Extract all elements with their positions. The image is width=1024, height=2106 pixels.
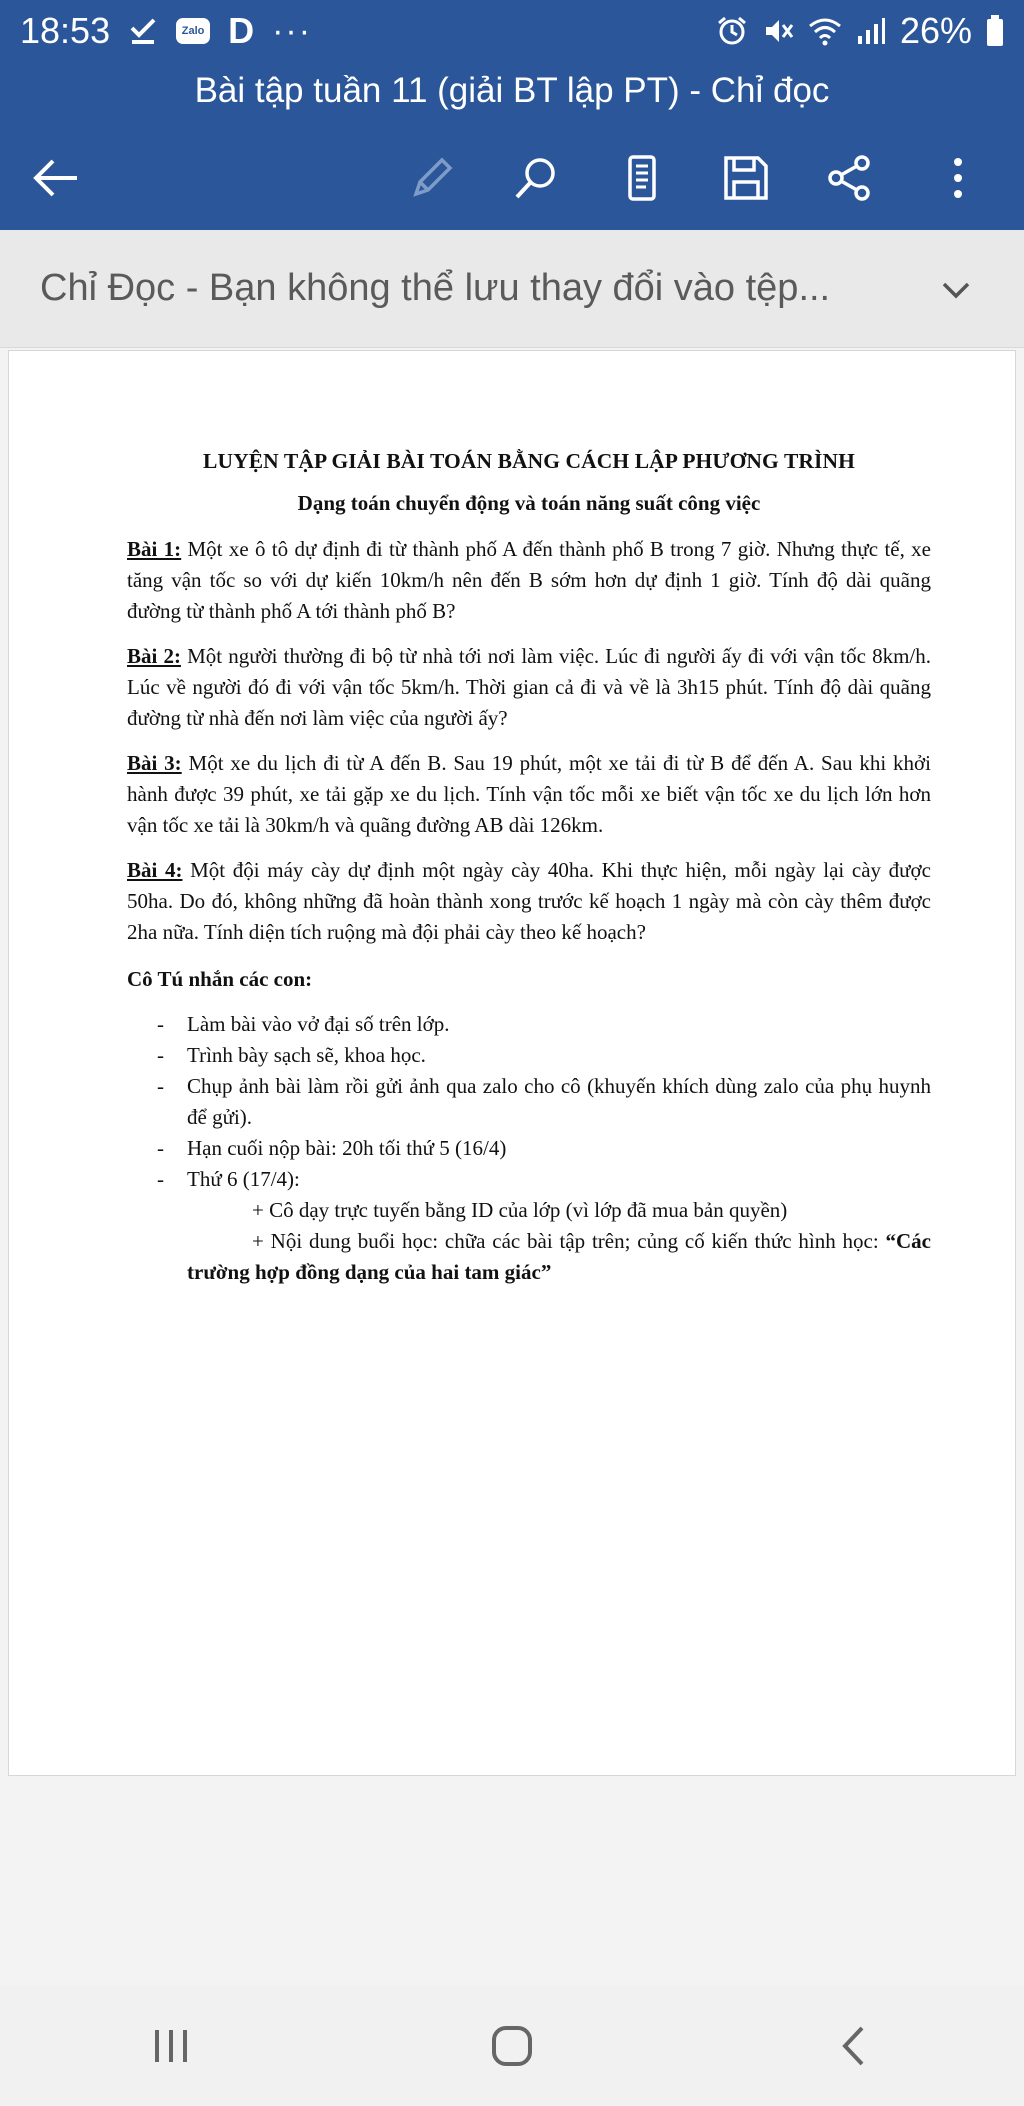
search-icon	[510, 152, 562, 204]
document-title: Bài tập tuần 11 (giải BT lập PT) - Chỉ đọc	[194, 71, 830, 110]
mute-icon	[762, 15, 794, 47]
share-icon	[824, 152, 876, 204]
problem-text: Một xe du lịch đi từ A đến B. Sau 19 phút, một xe tải đi từ B để đến A. Sau khi khởi hành được 39 phút, xe tải gặp xe du lịch. Tính vận tốc mỗi xe biết vận tốc xe du lịch lớn hơn vận tốc xe tải là 30km/h và quãng đường AB dài 126km.	[127, 751, 931, 837]
problem-text: Một người thường đi bộ từ nhà tới nơi làm việc. Lúc đi người ấy đi với vận tốc 8km/h. Lúc về người đó đi với vận tốc 5km/h. Thời gian cả đi và về là 3h15 phút. Tính độ dài quãng đường từ nhà đến nơi làm việc của người ấy?	[127, 644, 931, 730]
problem-3	[127, 748, 931, 841]
back-chevron-icon	[838, 2023, 868, 2069]
system-back-button[interactable]	[798, 2001, 908, 2091]
read-only-banner[interactable]	[0, 230, 1024, 348]
doc-heading: LUYỆN TẬP GIẢI BÀI TOÁN BẰNG CÁCH LẬP PHƯƠNG TRÌNH	[203, 449, 855, 473]
app-header	[0, 62, 1024, 230]
list-item: - Hạn cuối nộp bài: 20h tối thứ 5 (16/4)	[127, 1133, 931, 1164]
notes-title: Cô Tú nhắn các con:	[127, 967, 313, 991]
doc-subheading: Dạng toán chuyển động và toán năng suất công việc	[297, 491, 761, 515]
problem-label: Bài 3:	[127, 751, 182, 775]
alarm-icon	[716, 15, 748, 47]
system-nav-bar	[0, 1986, 1024, 2106]
share-button[interactable]	[812, 140, 888, 216]
battery-icon	[986, 15, 1004, 47]
sub-note-text: + Nội dung buổi học: chữa các bài tập trên; củng cố kiến thức hình học:	[252, 1229, 886, 1253]
back-button[interactable]	[18, 140, 94, 216]
problem-label: Bài 2:	[127, 644, 181, 668]
list-item: - Thứ 6 (17/4):	[127, 1164, 931, 1195]
sub-note-text: + Cô dạy trực tuyến bằng ID của lớp (vì lớp đã mua bản quyền)	[252, 1198, 788, 1222]
list-item: - Chụp ảnh bài làm rồi gửi ảnh qua zalo cho cô (khuyến khích dùng zalo của phụ huynh để gửi).	[127, 1071, 931, 1133]
sub-note-1	[127, 1195, 931, 1226]
problem-label: Bài 1:	[127, 537, 182, 561]
save-icon	[720, 152, 772, 204]
arrow-left-icon	[29, 151, 83, 205]
d-app-icon: D	[228, 10, 255, 51]
mobile-view-icon	[616, 152, 668, 204]
problem-text: Một xe ô tô dự định đi từ thành phố A đến thành phố B trong 7 giờ. Nhưng thực tế, xe tăng vận tốc so với dự kiến 10km/h nên đến B sớm hơn dự định 1 giờ. Tính độ dài quãng đường từ thành phố A tới thành phố B?	[127, 537, 931, 623]
problem-2	[127, 641, 931, 734]
expand-banner-button[interactable]	[928, 262, 984, 318]
notes-list	[127, 1009, 931, 1195]
document-page[interactable]	[8, 350, 1016, 1776]
home-icon	[489, 2023, 535, 2069]
reading-view-button[interactable]	[604, 140, 680, 216]
sub-note-2	[127, 1226, 931, 1288]
edit-button[interactable]	[394, 140, 470, 216]
status-time: 18:53	[20, 10, 111, 51]
recent-apps-button[interactable]	[116, 2001, 226, 2091]
zalo-icon: Zalo	[176, 18, 210, 44]
pencil-icon	[406, 152, 458, 204]
more-options-button[interactable]	[920, 140, 996, 216]
search-button[interactable]	[498, 140, 574, 216]
problem-label: Bài 4:	[127, 858, 183, 882]
home-button[interactable]	[457, 2001, 567, 2091]
download-done-icon	[128, 16, 158, 46]
more-vertical-icon	[948, 152, 968, 204]
battery-percent: 26%	[899, 10, 972, 51]
problem-text: Một đội máy cày dự định một ngày cày 40ha. Khi thực hiện, mỗi ngày lại cày được 50ha. Do đó, không những đã hoàn thành xong trước kế hoạch 1 ngày mà còn cày thêm được 2ha nữa. Tính diện tích ruộng mà đội phải cày theo kế hoạch?	[127, 858, 931, 944]
list-item: - Làm bài vào vở đại số trên lớp.	[127, 1009, 931, 1040]
chevron-down-icon	[940, 280, 972, 300]
recent-apps-icon	[149, 2026, 193, 2066]
save-button[interactable]	[708, 140, 784, 216]
problem-1	[127, 534, 931, 627]
list-item: - Trình bày sạch sẽ, khoa học.	[127, 1040, 931, 1071]
wifi-icon	[808, 16, 842, 46]
signal-icon	[856, 16, 886, 46]
status-bar	[0, 0, 1024, 62]
read-only-message: Chỉ Đọc - Bạn không thể lưu thay đổi vào tệp...	[40, 267, 831, 309]
more-notifications-icon: ···	[272, 11, 313, 50]
sub-note-quote: “Các trường hợp đồng dạng của hai tam giác”	[187, 1229, 931, 1284]
problem-4	[127, 855, 931, 948]
document-content	[127, 446, 931, 1288]
